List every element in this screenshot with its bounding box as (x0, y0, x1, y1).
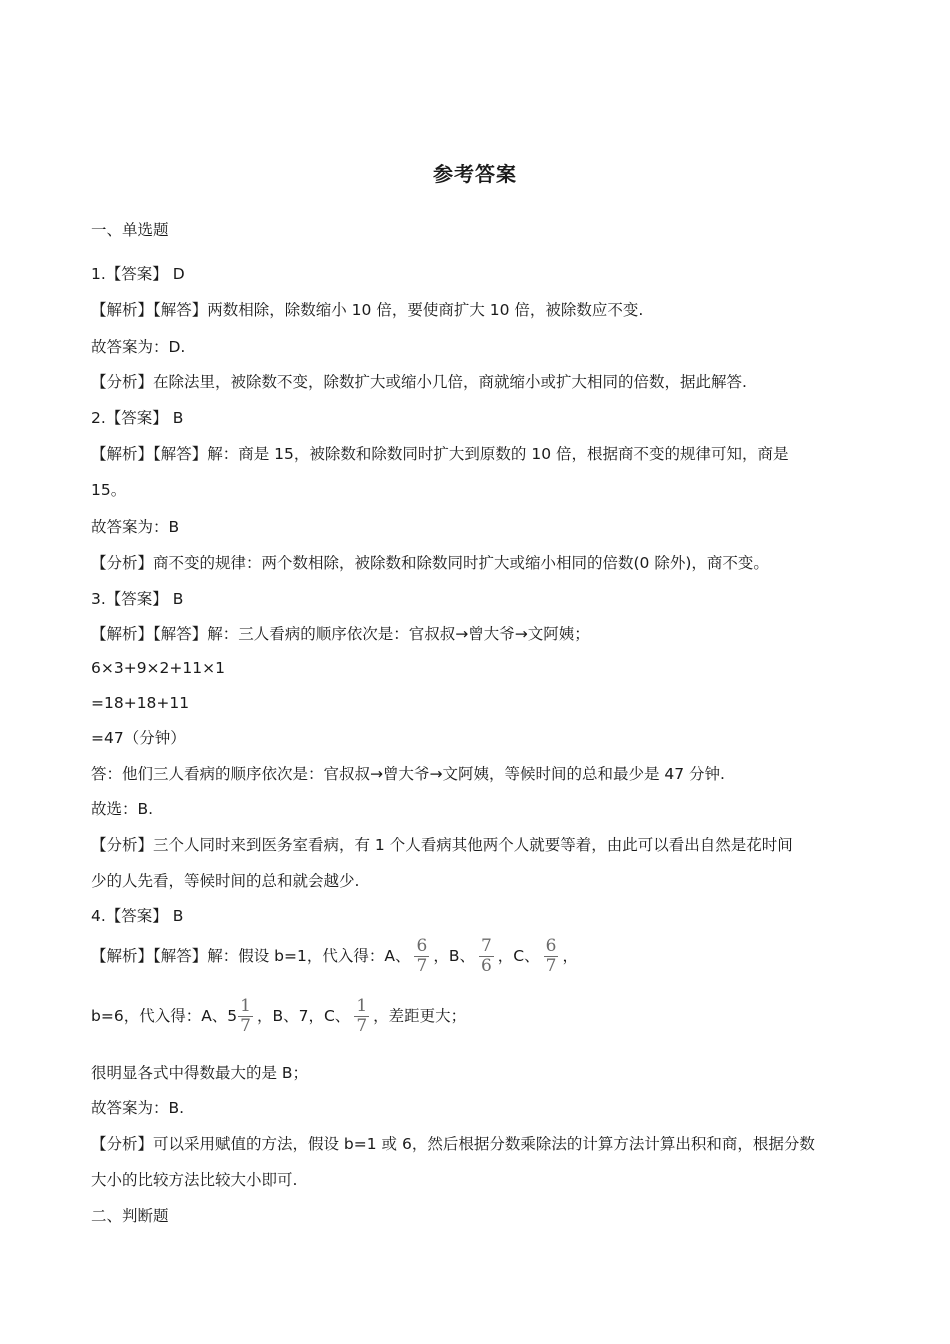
q4-line2-suffix: ，差距更大； (373, 1007, 467, 1025)
fraction-c (544, 935, 559, 976)
fraction-c-numerator: 6 (545, 935, 557, 956)
fraction-mixed-a (238, 995, 253, 1036)
fraction-mixed-a-numerator: 1 (240, 995, 251, 1016)
fraction-b (479, 935, 494, 976)
q4-analysis-line1 (91, 936, 578, 976)
q1-analysis: 【解析】【解答】两数相除，除数缩小 10 倍，要使商扩大 10 倍，被除数应不变. (91, 301, 644, 319)
q4-conclusion: 故答案为：B. (91, 1099, 185, 1117)
q3-note-line1: 【分析】三个人同时来到医务室看病，有 1 个人看病其他两个人就要等着，由此可以看出自然是花时间 (91, 836, 793, 854)
fraction-mixed-c (354, 995, 369, 1036)
q3-calc-line3: =47（分钟） (91, 729, 186, 747)
q4-note-line2: 大小的比较方法比较大小即可. (91, 1171, 298, 1189)
q4-line1-suffix: ， (562, 947, 578, 965)
fraction-a (414, 935, 429, 976)
q4-line2-mid: ，B、7，C、 (256, 1007, 351, 1025)
fraction-c-denominator: 7 (545, 955, 557, 976)
q3-conclusion: 故选：B. (91, 800, 154, 818)
section-heading-judgement: 二、判断题 (91, 1207, 169, 1225)
q4-line2-prefix: b=6，代入得：A、5 (91, 1007, 238, 1025)
q1-answer: 1.【答案】 D (91, 265, 185, 283)
q2-analysis-line2: 15。 (91, 481, 127, 499)
fraction-b-denominator: 6 (480, 955, 492, 976)
q3-answer: 3.【答案】 B (91, 590, 184, 608)
fraction-mixed-c-denominator: 7 (356, 1015, 368, 1036)
page-title: 参考答案 (433, 162, 517, 186)
q2-note: 【分析】商不变的规律：两个数相除，被除数和除数同时扩大或缩小相同的倍数(0 除外)，商不变。 (91, 554, 769, 572)
q1-note: 【分析】在除法里，被除数不变，除数扩大或缩小几倍，商就缩小或扩大相同的倍数，据此解答. (91, 373, 747, 391)
q4-observe: 很明显各式中得数最大的是 B； (91, 1064, 309, 1082)
q4-note-line1: 【分析】可以采用赋值的方法，假设 b=1 或 6，然后根据分数乘除法的计算方法计算出积和商，根据分数 (91, 1135, 815, 1153)
q2-answer: 2.【答案】 B (91, 409, 184, 427)
fraction-mixed-a-denominator: 7 (240, 1015, 251, 1036)
q3-calc-line2: =18+18+11 (91, 694, 190, 712)
q3-note-line2: 少的人先看，等候时间的总和就会越少. (91, 872, 360, 890)
section-heading-single-choice: 一、单选题 (91, 221, 169, 239)
q4-answer: 4.【答案】 B (91, 907, 184, 925)
fraction-mixed-c-numerator: 1 (356, 995, 368, 1016)
fraction-a-denominator: 7 (416, 955, 428, 976)
q1-conclusion: 故答案为：D. (91, 338, 186, 356)
q2-analysis-line1: 【解析】【解答】解：商是 15，被除数和除数同时扩大到原数的 10 倍，根据商不变的规律可知，商是 (91, 445, 789, 463)
q3-calc-line1: 6×3+9×2+11×1 (91, 659, 225, 677)
q3-reply: 答：他们三人看病的顺序依次是：官叔叔→曾大爷→文阿姨，等候时间的总和最少是 47 分钟. (91, 765, 725, 783)
q2-conclusion: 故答案为：B (91, 518, 180, 536)
q3-analysis: 【解析】【解答】解：三人看病的顺序依次是：官叔叔→曾大爷→文阿姨； (91, 625, 590, 643)
q4-analysis-line2 (91, 996, 466, 1036)
q4-line1-sep-b: ，B、 (433, 947, 475, 965)
fraction-a-numerator: 6 (416, 935, 428, 956)
q4-line1-prefix: 【解析】【解答】解：假设 b=1，代入得：A、 (91, 947, 411, 965)
fraction-b-numerator: 7 (480, 935, 492, 956)
q4-line1-sep-c: ，C、 (497, 947, 540, 965)
